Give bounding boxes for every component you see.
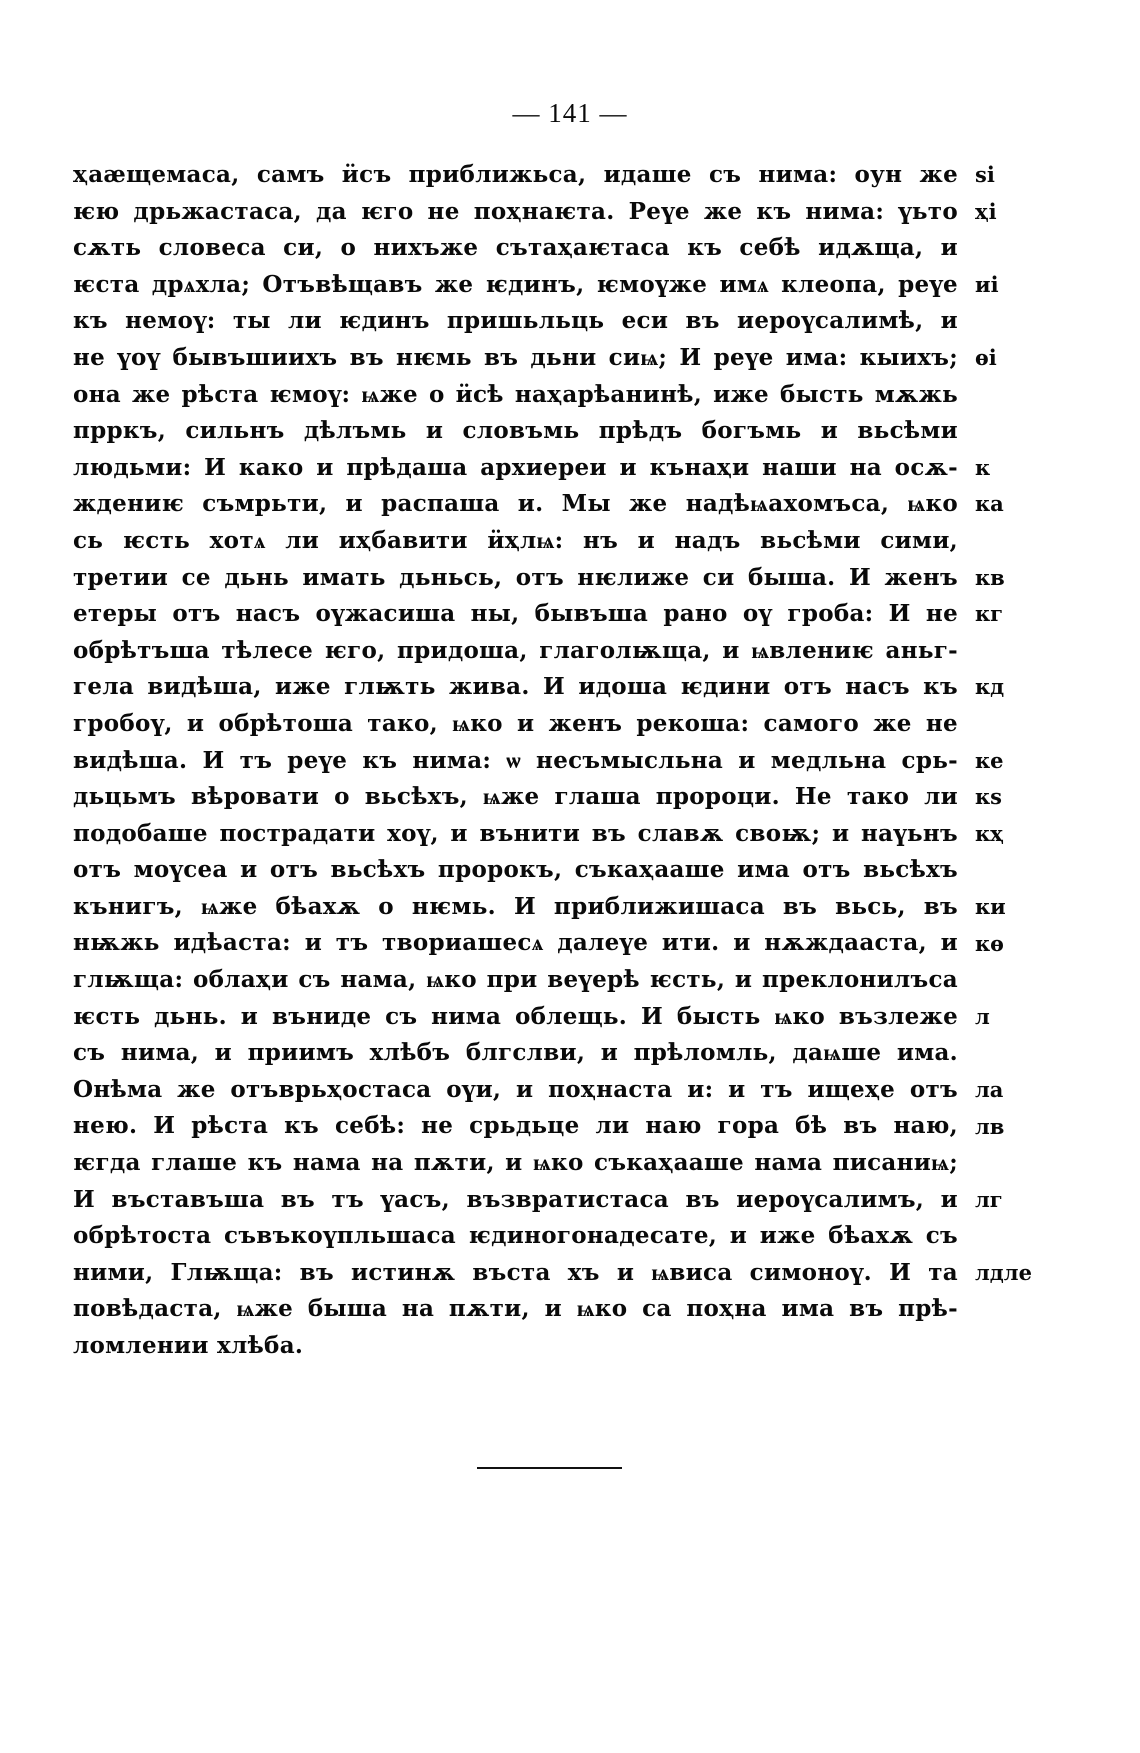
text-line: обрѣтоста съвъкоүпльшаса ѥдиногонадесате, и иже бѣахѫ съ — [73, 1222, 958, 1250]
verse-number: л — [975, 1003, 990, 1029]
verse-number: ѕі — [975, 162, 995, 187]
text-line: гробоү, и обрѣтоша тако, ѩко и женъ рекоша: самого же не — [73, 709, 958, 737]
text-line: она же рѣста ѥмоү: ѩже о ӥсѣ наҳарѣанинѣ, иже бысть мѫжь — [73, 380, 958, 408]
text-line: ҳаӕщемаса, самъ ӥсъ приближьса, идаше съ нима: оун же — [73, 161, 958, 188]
footer-divider — [477, 1467, 622, 1469]
text-line: людьми: И како и прѣдаша архиереи и кънаҳи наши на осѫ- — [73, 453, 958, 481]
body-text — [73, 157, 958, 1365]
text-line: къ немоү: ты ли ѥдинъ пришьльць еси въ иероүсалимѣ, и — [73, 307, 958, 335]
verse-number: ки — [975, 894, 1006, 919]
text-line: повѣдаста, ѩже быша на пѫти, и ѩко са поҳна има въ прѣ- — [73, 1295, 958, 1323]
text-line: Онѣма же отъврьҳостаса оүи, и поҳнаста и: и тъ ищеҳе отъ — [73, 1075, 958, 1103]
text-line: прркъ, сильнъ дѣлъмь и словъмь прѣдъ богъмь и вьсѣми — [73, 417, 958, 445]
text-line: нею. И рѣста къ себѣ: не срьдьце ли наю гора бѣ въ наю, — [73, 1112, 958, 1140]
text-line: И въставъша въ тъ үасъ, възвратистаса въ иероүсалимъ, и — [73, 1185, 958, 1213]
verse-number: ѳі — [975, 345, 997, 370]
text-line: ждениѥ съмрьти, и распаша и. Мы же надѣѩахомъса, ѩко — [73, 490, 958, 518]
text-line: ѥю дрьжастаса, да ѥго не поҳнаѥта. Реүе же къ нима: үьто — [73, 197, 958, 225]
verse-number: кҳ — [975, 820, 1004, 846]
text-line: не үоү бывъшиихъ въ нѥмь въ дьни сиѩ; И реүе има: кыихъ; — [73, 343, 958, 371]
text-line: ними, Глѭща: въ истинѫ въста хъ и ѩвиса симоноү. И та — [73, 1258, 958, 1286]
text-line: гела видѣша, иже глѭть жива. И идоша ѥдини отъ насъ къ — [73, 673, 958, 701]
text-line: третии се дьнь имать дьньсь, отъ нѥлиже си быша. И женъ — [73, 563, 958, 591]
text-line: ломлении хлѣба. — [73, 1332, 304, 1359]
verse-number: кѕ — [975, 784, 1002, 810]
text-line: обрѣтъша тѣлесе ѥго, придоша, глаголѭща, и ѩвлениѥ аньг- — [73, 636, 958, 664]
verse-number: лв — [975, 1113, 1005, 1139]
verse-number: лдле — [975, 1260, 1032, 1285]
verse-number: иі — [975, 271, 999, 297]
text-line: нѭжь идѣаста: и тъ твориашесѧ далеүе ити. и нѫждааста, и — [73, 929, 958, 957]
verse-number: кг — [975, 601, 1004, 627]
verse-number: к — [975, 454, 991, 480]
verse-number: ка — [975, 491, 1004, 517]
text-line: глѭща: облаҳи съ нама, ѩко при веүерѣ ѥсть, и преклонилъса — [73, 966, 958, 994]
text-line: етеры отъ насъ оүжасиша ны, бывъша рано оү гроба: И не — [73, 600, 958, 628]
text-line: ѥста дрѧхла; Отъвѣщавъ же ѥдинъ, ѥмоүже имѧ клеопа, реүе — [73, 270, 958, 298]
verse-number: лг — [975, 1186, 1003, 1212]
text-line: съ нима, и приимъ хлѣбъ блгслви, и прѣломль, даѩше има. — [73, 1039, 958, 1067]
verse-number: кд — [975, 674, 1005, 700]
text-line: ѥсть дьнь. и вънидe съ нима облещь. И бысть ѩко възлеже — [73, 1002, 958, 1030]
verse-number: ла — [975, 1077, 1004, 1102]
verse-number: кв — [975, 564, 1005, 590]
text-line: сь ѥсть хотѧ ли иҳбавити ӥҳлѩ: нъ и надъ вьсѣми сими, — [73, 526, 958, 554]
page-number: — 141 — — [512, 98, 628, 128]
text-line: видѣша. И тъ реүе къ нима: ѡ несъмысльна и медльна срь- — [73, 746, 958, 774]
text-line: кънигъ, ѩже бѣахѫ о нѥмь. И приближишаса въ вьсь, въ — [73, 892, 958, 920]
text-line: подобаше пострадати хоү, и вънити въ славѫ своѭ; и наүьнъ — [73, 819, 958, 847]
verse-number: ҳі — [975, 198, 997, 224]
text-line: отъ моүсеа и отъ вьсѣхъ пророкъ, съкаҳааше има отъ вьсѣхъ — [73, 856, 958, 884]
text-line: дьцьмъ вѣровати о вьсѣхъ, ѩже глаша пророци. Не тако ли — [73, 783, 958, 811]
verse-number: кѳ — [975, 930, 1004, 956]
text-line: сѫть словеса си, о нихъже сътаҳаѥтаса къ себѣ идѫща, и — [73, 234, 958, 262]
verse-number: ке — [975, 747, 1004, 773]
text-line: ѥгда глаше къ нама на пѫти, и ѩко съкаҳааше нама писаниѩ; — [73, 1149, 958, 1177]
